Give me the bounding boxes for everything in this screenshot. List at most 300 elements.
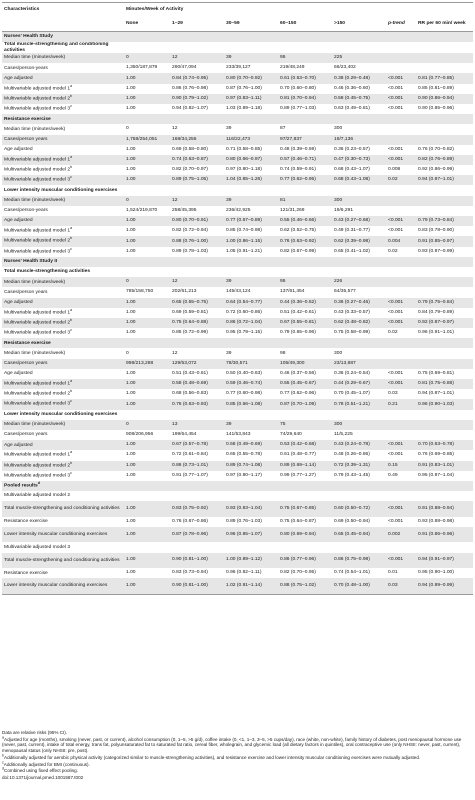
row-label: Lower intensity muscular conditioning exercises bbox=[2, 527, 124, 543]
row-label: Multivariable adjusted model 3$^c$ bbox=[4, 470, 72, 479]
row-label: Multivariable adjusted model 3 bbox=[4, 544, 71, 550]
value-cell: 39 bbox=[226, 126, 232, 132]
row-label: Multivariable adjusted model 2$^b$ bbox=[2, 318, 124, 328]
value-cell: 0.47 (0.30–0.73) bbox=[332, 155, 386, 165]
value-cell: 0.76 (0.63–0.92) bbox=[278, 236, 332, 246]
rr-cell: 0.95 (0.87–1.04) bbox=[418, 472, 454, 478]
row-label: Multivariable adjusted model 3$^c$ bbox=[4, 246, 72, 255]
value-cell: 0.99 (0.77–1.27) bbox=[280, 472, 316, 478]
value-cell: 1.00 bbox=[126, 309, 136, 315]
rr-cell: 0.91 (0.85–0.97) bbox=[416, 236, 473, 246]
table-footnotes bbox=[2, 730, 470, 782]
rr-cell bbox=[416, 53, 473, 63]
value-cell: 1.00 (0.86–1.15) bbox=[224, 236, 278, 246]
value-cell: 0.62 (0.48–0.82) bbox=[332, 318, 386, 328]
p-trend-cell bbox=[386, 63, 416, 73]
p-trend-cell: <0.001 bbox=[388, 146, 404, 152]
rr-cell: 0.81 (0.75–0.88) bbox=[416, 379, 473, 389]
p-trend-cell: <0.001 bbox=[388, 452, 404, 458]
p-trend-cell: <0.001 bbox=[388, 106, 404, 112]
table-row bbox=[2, 369, 473, 379]
rr-cell bbox=[416, 420, 473, 430]
rr-cell: 0.75 (0.69–0.81) bbox=[418, 370, 454, 376]
row-label: Multivariable adjusted model 2$^b$ bbox=[2, 461, 124, 471]
minutes-group-header: Minutes/Week of Activity bbox=[124, 3, 386, 18]
table-row bbox=[2, 196, 473, 206]
value-cell: 0.75 (0.58–0.99) bbox=[334, 330, 370, 336]
value-cell: 0.87 (0.78–0.96) bbox=[170, 527, 224, 543]
table-row bbox=[2, 84, 473, 94]
value-cell: 81 bbox=[278, 196, 332, 206]
p-trend-cell bbox=[386, 430, 416, 440]
rr-cell: 0.94 (0.91–0.97) bbox=[416, 553, 473, 569]
rr-cell: 0.90 (0.85–0.96) bbox=[418, 106, 454, 112]
p-trend-cell: 0.02 bbox=[388, 330, 398, 336]
row-label: Multivariable adjusted model 3$^c$ bbox=[2, 399, 124, 409]
value-cell: 0.82 (0.70–0.95) bbox=[280, 570, 316, 576]
table-row bbox=[2, 247, 473, 257]
value-cell: 0.80 (0.69–0.94) bbox=[278, 527, 332, 543]
row-label: Age adjusted bbox=[4, 147, 33, 153]
value-cell: 1.00 bbox=[124, 298, 170, 308]
value-cell: 0.82 (0.67–0.99) bbox=[280, 248, 316, 254]
value-cell: 1.00 bbox=[124, 440, 170, 450]
value-cell: 98 bbox=[280, 350, 286, 356]
value-cell: 1.00 bbox=[124, 318, 170, 328]
value-cell: 0.79 (0.65–0.96) bbox=[280, 330, 316, 336]
table-row bbox=[2, 175, 473, 185]
table-row bbox=[2, 542, 473, 552]
value-cell: 87 bbox=[280, 126, 286, 132]
table-row bbox=[2, 298, 473, 308]
row-label: Pooled results$^d$ bbox=[2, 481, 124, 491]
value-cell: 0.72 (0.60–0.86) bbox=[226, 309, 262, 315]
value-cell: 0.85 (0.74–0.98) bbox=[226, 228, 262, 234]
col-header-60-150: 60–150 bbox=[278, 17, 332, 32]
value-cell: 785/158,750 bbox=[126, 289, 154, 295]
p-trend-cell: <0.001 bbox=[386, 298, 416, 308]
col-header-none: None bbox=[124, 17, 170, 32]
row-label: Multivariable adjusted model 2$^b$ bbox=[4, 165, 73, 173]
value-cell: 0.55 (0.45–0.67) bbox=[278, 379, 332, 389]
footnote-a: $^a$Adjusted for age (months), smoking (never, past, or current), alcohol consumption (0, 1–5, >5 g/d), coffee intake (0, <1, 1–3, 3–5, >5 cups/day), race (white, non-white), family history of diabetes, post menopausal hormone use (never, past, current), intake of total energy, trans fat, polyunsaturated fat to saturated fat ratio, cereal fiber, wholegrain, and glycemic load (all dietary factors in quintiles), oral contraceptive use (only NHSII: never, past, current), menopausal status (only NHSII: pre, post). bbox=[2, 735, 462, 754]
value-cell: 64/35,577 bbox=[334, 289, 356, 295]
row-label: Cases/person years bbox=[2, 135, 124, 145]
row-label: Resistance exercise bbox=[4, 570, 48, 576]
value-cell: 0.61 (0.53–0.70) bbox=[278, 73, 332, 83]
p-trend-cell: <0.001 bbox=[386, 216, 416, 226]
rr-cell: 0.94 (0.87–1.01) bbox=[418, 391, 454, 397]
value-cell: 0.68 (0.43–1.07) bbox=[334, 167, 370, 173]
value-cell: 0.86 (0.73–1.01) bbox=[170, 461, 224, 471]
value-cell: 0.44 (0.29–0.67) bbox=[332, 379, 386, 389]
value-cell: 39 bbox=[224, 53, 278, 63]
value-cell: 0 bbox=[124, 277, 170, 287]
table-row bbox=[2, 236, 473, 246]
table-row bbox=[2, 578, 473, 594]
value-cell: 95 bbox=[278, 53, 332, 63]
value-cell: 0.67 (0.55–0.81) bbox=[278, 318, 332, 328]
value-cell: 0.70 (0.60–0.80) bbox=[280, 85, 316, 91]
row-label: Multivariable adjusted model 1$^a$ bbox=[4, 307, 73, 316]
rr-cell bbox=[416, 430, 473, 440]
value-cell: 0 bbox=[124, 420, 170, 430]
p-trend-cell: <0.001 bbox=[388, 228, 404, 234]
value-cell: 0.77 (0.62–0.95) bbox=[278, 175, 332, 185]
value-cell: 23/13,887 bbox=[332, 359, 386, 369]
value-cell: 13 bbox=[170, 420, 224, 430]
value-cell: 998/213,288 bbox=[124, 359, 170, 369]
rr-cell bbox=[416, 196, 473, 206]
p-trend-cell: <0.001 bbox=[386, 318, 416, 328]
row-label: Cases/person-years bbox=[4, 65, 48, 71]
value-cell: 39 bbox=[224, 196, 278, 206]
value-cell: 0.90 (0.81–1.00) bbox=[170, 578, 224, 594]
table-row bbox=[2, 379, 473, 389]
table-row bbox=[2, 124, 473, 134]
footnote-b: $^b$Additionally adjusted for aerobic physical activity (categorized similar to muscle-strengthening activities), and resistance exercise and lower intensity muscular conditioning exercises were mutually adjusted. bbox=[2, 753, 421, 760]
p-trend-cell: <0.001 bbox=[388, 370, 404, 376]
table-row bbox=[2, 568, 473, 578]
table-row bbox=[2, 527, 473, 543]
subsection-row bbox=[2, 267, 473, 277]
value-cell: 0.57 (0.46–0.71) bbox=[278, 155, 332, 165]
rr-cell bbox=[416, 63, 473, 73]
p-trend-cell bbox=[386, 53, 416, 63]
value-cell: 0.87 (0.76–1.00) bbox=[226, 85, 262, 91]
p-trend-cell: 0.02 bbox=[386, 175, 416, 185]
value-cell: 145/43,124 bbox=[226, 289, 251, 295]
rr-cell: 0.92 (0.86–0.99) bbox=[418, 167, 454, 173]
table-row bbox=[2, 553, 473, 569]
table-row bbox=[2, 277, 473, 287]
value-cell: 0.69 (0.59–0.81) bbox=[172, 309, 208, 315]
footnote-intro: Data are relative risks (95% CI). bbox=[2, 730, 68, 735]
p-trend-header: p-trend bbox=[386, 17, 416, 32]
rr-cell bbox=[416, 124, 473, 134]
value-cell: 258/45,395 bbox=[172, 207, 197, 213]
row-label: Resistance exercise bbox=[2, 338, 124, 348]
p-trend-cell: <0.001 bbox=[388, 85, 404, 91]
characteristics-header: Characteristics bbox=[2, 3, 124, 18]
value-cell: 0.84 (0.74–0.95) bbox=[170, 73, 224, 83]
table-row bbox=[2, 389, 473, 399]
table-row bbox=[2, 155, 473, 165]
value-cell: 0.90 (0.79–1.02) bbox=[170, 94, 224, 104]
p-trend-cell bbox=[386, 135, 416, 145]
value-cell: 0.68 (0.43–1.08) bbox=[332, 175, 386, 185]
table-row bbox=[2, 145, 473, 155]
p-trend-cell: 0.002 bbox=[386, 527, 416, 543]
p-trend-cell: <0.001 bbox=[386, 155, 416, 165]
table-row bbox=[2, 450, 473, 460]
row-label: Resistance exercise bbox=[4, 519, 48, 525]
table-row bbox=[2, 501, 473, 517]
value-cell: 226 bbox=[332, 277, 386, 287]
p-trend-cell: <0.001 bbox=[386, 553, 416, 569]
value-cell: 1.03 (0.89–1.18) bbox=[226, 106, 262, 112]
value-cell: 0.75 (0.64–0.87) bbox=[280, 518, 316, 524]
row-label: Lower intensity muscular conditioning exercises bbox=[4, 411, 118, 417]
row-label: Nurses' Health Study bbox=[2, 32, 124, 43]
value-cell: 1.00 bbox=[124, 553, 170, 569]
rr-cell: 0.96 (0.90–1.03) bbox=[416, 399, 473, 409]
value-cell: 0.77 (0.60–0.98) bbox=[226, 391, 262, 397]
value-cell: 0.75 (0.67–0.85) bbox=[278, 501, 332, 517]
value-cell: 236/42,925 bbox=[226, 207, 251, 213]
p-trend-cell bbox=[386, 124, 416, 134]
rr-cell: 0.76 (0.69–0.85) bbox=[418, 452, 454, 458]
doi-line: doi:10.1371/journal.pmed.1001587.t002 bbox=[2, 775, 84, 781]
rr-cell: 0.85 (0.81–0.89) bbox=[418, 85, 454, 91]
value-cell: 0.36 (0.24–0.54) bbox=[334, 370, 370, 376]
value-cell: 39 bbox=[226, 350, 232, 356]
rr-cell bbox=[416, 359, 473, 369]
value-cell: 0.88 (0.76–1.00) bbox=[170, 236, 224, 246]
value-cell: 0.83 (0.73–0.94) bbox=[172, 570, 208, 576]
table-row bbox=[2, 359, 473, 369]
row-label: Age adjusted bbox=[2, 73, 124, 83]
value-cell: 0.59 (0.46–0.74) bbox=[224, 379, 278, 389]
value-cell: 0.65 (0.41–1.02) bbox=[334, 248, 370, 254]
table-row bbox=[2, 53, 473, 63]
value-cell: 908/206,956 bbox=[126, 432, 154, 438]
value-cell: 0.77 (0.67–0.89) bbox=[224, 216, 278, 226]
rr-cell: 0.83 (0.78–0.90) bbox=[418, 228, 454, 234]
row-label: Multivariable adjusted model 2$^b$ bbox=[2, 94, 124, 104]
value-cell: 1.00 bbox=[126, 85, 136, 91]
row-label: Total muscle-strengthening and conditioning activities bbox=[2, 553, 124, 569]
value-cell: 1.00 bbox=[124, 501, 170, 517]
section-row bbox=[2, 481, 473, 491]
value-cell: 1.00 bbox=[126, 106, 136, 112]
p-trend-cell: 0.01 bbox=[388, 570, 398, 576]
value-cell: 0.46 (0.37–0.56) bbox=[280, 370, 316, 376]
value-cell: 1.00 bbox=[124, 399, 170, 409]
row-label: Age adjusted bbox=[2, 440, 124, 450]
value-cell: 0.64 (0.54–0.77) bbox=[224, 298, 278, 308]
value-cell: 78/30,571 bbox=[224, 359, 278, 369]
col-header-1-29: 1–29 bbox=[170, 17, 224, 32]
table-row bbox=[2, 216, 473, 226]
value-cell: 0.58 (0.49–0.69) bbox=[224, 440, 278, 450]
value-cell: 0.97 (0.80–1.17) bbox=[226, 472, 262, 478]
p-trend-cell: 0.004 bbox=[386, 236, 416, 246]
value-cell: 300 bbox=[332, 420, 386, 430]
rr-header: RR per 60 min/ week bbox=[416, 17, 473, 32]
table-row bbox=[2, 517, 473, 527]
p-trend-cell: <0.001 bbox=[386, 379, 416, 389]
subsection-row bbox=[2, 114, 473, 124]
rr-cell bbox=[416, 206, 473, 216]
footnote-d: $^d$Combined using fixed effect pooling. bbox=[2, 766, 78, 774]
rr-cell: 0.91 (0.83–1.01) bbox=[416, 461, 473, 471]
value-cell: 0.76 (0.63–0.93) bbox=[170, 399, 224, 409]
value-cell: 219/48,249 bbox=[280, 65, 305, 71]
value-cell: 0.89 (0.74–1.08) bbox=[224, 461, 278, 471]
value-cell: 0.71 (0.58–0.85) bbox=[226, 146, 262, 152]
value-cell: 1.00 (0.89–1.12) bbox=[224, 553, 278, 569]
value-cell: 0.72 (0.39–1.31) bbox=[332, 461, 386, 471]
rr-cell bbox=[416, 348, 473, 358]
value-cell: 0.51 (0.42–0.61) bbox=[280, 309, 316, 315]
p-trend-cell bbox=[386, 420, 416, 430]
subsection-row bbox=[2, 185, 473, 195]
value-cell: 12 bbox=[170, 196, 224, 206]
value-cell: 0.60 (0.50–0.72) bbox=[332, 501, 386, 517]
value-cell: 1.04 (0.85–1.26) bbox=[224, 175, 278, 185]
value-cell: 1.00 bbox=[124, 236, 170, 246]
row-label: Multivariable adjusted model 1$^a$ bbox=[2, 155, 124, 165]
value-cell: 0.79 (0.43–1.45) bbox=[334, 472, 370, 478]
value-cell: 141/53,843 bbox=[226, 432, 251, 438]
p-trend-cell: <0.001 bbox=[386, 501, 416, 517]
value-cell: 0.86 (0.75–0.98) bbox=[332, 553, 386, 569]
value-cell: 1.00 bbox=[126, 146, 136, 152]
value-cell: 12 bbox=[172, 126, 178, 132]
row-label: Median time (minutes/week) bbox=[2, 53, 124, 63]
value-cell: 0.87 (0.70–1.09) bbox=[278, 399, 332, 409]
rr-cell: 0.93 (0.88–0.98) bbox=[418, 518, 454, 524]
row-label: Age adjusted bbox=[4, 371, 33, 377]
row-label: Total muscle-strengthening activities bbox=[4, 269, 91, 275]
value-cell: 0.91 (0.77–1.07) bbox=[172, 472, 208, 478]
value-cell: 1,758/254,051 bbox=[124, 135, 170, 145]
row-label: Median time (minutes/week) bbox=[4, 350, 66, 356]
row-label: Lower intensity muscular conditioning exercises bbox=[2, 578, 124, 594]
table-row bbox=[2, 165, 473, 175]
value-cell: 0.89 (0.76–1.03) bbox=[226, 518, 262, 524]
row-label: Multivariable adjusted model 2$^b$ bbox=[2, 236, 124, 246]
value-cell: 0.74 (0.54–1.01) bbox=[334, 570, 370, 576]
table-row bbox=[2, 73, 473, 83]
table-row bbox=[2, 471, 473, 481]
value-cell: 202/61,213 bbox=[172, 289, 197, 295]
row-label: Cases/person-years bbox=[4, 208, 48, 214]
row-label: Age adjusted bbox=[2, 298, 124, 308]
table-row bbox=[2, 206, 473, 216]
value-cell: 105/49,300 bbox=[278, 359, 332, 369]
value-cell: 0.62 (0.52–0.75) bbox=[280, 228, 316, 234]
row-label: Multivariable adjusted model 3$^c$ bbox=[2, 175, 124, 185]
table-row bbox=[2, 348, 473, 358]
table-row bbox=[2, 328, 473, 338]
p-trend-cell: 0.15 bbox=[386, 461, 416, 471]
value-cell: 97/27,837 bbox=[278, 135, 332, 145]
table-row bbox=[2, 318, 473, 328]
value-cell: 0.36 (0.27–0.46) bbox=[332, 298, 386, 308]
p-trend-cell: 0.008 bbox=[388, 167, 401, 173]
value-cell: 19/7,136 bbox=[332, 135, 386, 145]
value-cell: 0.96 (0.82–1.11) bbox=[226, 570, 262, 576]
value-cell: 0.88 (0.75–1.02) bbox=[278, 578, 332, 594]
value-cell: 0.76 (0.67–0.86) bbox=[172, 518, 208, 524]
value-cell: 1.00 bbox=[126, 472, 136, 478]
value-cell: 0.80 (0.70–0.92) bbox=[224, 73, 278, 83]
rr-cell: 0.91 (0.88–0.94) bbox=[416, 501, 473, 517]
value-cell: 0.48 (0.26–0.86) bbox=[334, 452, 370, 458]
value-cell: 233/39,127 bbox=[226, 65, 251, 71]
row-label: Median time (minutes/week) bbox=[4, 126, 66, 132]
value-cell: 137/61,454 bbox=[280, 289, 305, 295]
col-header-gt150: >150 bbox=[332, 17, 386, 32]
section-row bbox=[2, 32, 473, 43]
value-cell: 1.00 bbox=[126, 370, 136, 376]
row-label: Cases/person years bbox=[2, 359, 124, 369]
value-cell: 1.00 bbox=[126, 518, 136, 524]
rr-cell: 0.92 (0.87–0.97) bbox=[416, 318, 473, 328]
value-cell: 0.67 (0.57–0.78) bbox=[170, 440, 224, 450]
rr-cell: 0.79 (0.73–0.84) bbox=[416, 216, 473, 226]
row-label: Median time (minutes/week) bbox=[2, 196, 124, 206]
p-trend-cell bbox=[386, 206, 416, 216]
results-table bbox=[2, 2, 473, 595]
value-cell: 0.63 (0.49–0.81) bbox=[334, 106, 370, 112]
value-cell: 0.53 (0.42–0.68) bbox=[278, 440, 332, 450]
value-cell: 0.72 (0.61–0.84) bbox=[172, 452, 208, 458]
results-table-wrapper bbox=[2, 2, 473, 595]
value-cell: 0.69 (0.50–0.94) bbox=[334, 518, 370, 524]
value-cell: 0.94 (0.82–1.07) bbox=[172, 106, 208, 112]
row-label: Multivariable adjusted model 1$^a$ bbox=[2, 379, 124, 389]
value-cell: 1,524/219,870 bbox=[126, 207, 158, 213]
value-cell: 0.49 (0.31–0.77) bbox=[334, 228, 370, 234]
value-cell: 0.38 (0.29–0.48) bbox=[332, 73, 386, 83]
value-cell: 225 bbox=[332, 53, 386, 63]
table-row bbox=[2, 226, 473, 236]
value-cell: 0.65 (0.55–0.75) bbox=[170, 298, 224, 308]
value-cell: 0.89 (0.78–1.03) bbox=[172, 248, 208, 254]
value-cell: 1.02 (0.91–1.14) bbox=[224, 578, 278, 594]
value-cell: 0 bbox=[126, 126, 129, 132]
rr-cell: 0.94 (0.87–1.01) bbox=[416, 175, 473, 185]
table-row bbox=[2, 440, 473, 450]
value-cell: 1.00 bbox=[124, 461, 170, 471]
value-cell: 0.83 (0.75–0.92) bbox=[170, 501, 224, 517]
value-cell: 1.00 bbox=[124, 578, 170, 594]
footnote-c: $^c$Additionally adjusted for BMI (continuous). bbox=[2, 760, 90, 767]
value-cell: 0.80 (0.66–0.97) bbox=[224, 155, 278, 165]
row-label: Nurses' Health Study II bbox=[2, 257, 124, 267]
table-row bbox=[2, 287, 473, 297]
value-cell: 75 bbox=[278, 420, 332, 430]
rr-cell: 0.90 (0.86–0.94) bbox=[416, 94, 473, 104]
value-cell: 0.97 (0.83–1.11) bbox=[224, 94, 278, 104]
row-label: Multivariable adjusted model 1$^a$ bbox=[4, 226, 73, 234]
value-cell: 0.89 (0.69–1.14) bbox=[278, 461, 332, 471]
value-cell: 199/64,454 bbox=[172, 432, 197, 438]
value-cell: 290/47,094 bbox=[172, 65, 197, 71]
value-cell: 0.51 (0.43–0.61) bbox=[172, 370, 208, 376]
value-cell: 0.50 (0.40–0.63) bbox=[226, 370, 262, 376]
rr-cell bbox=[416, 135, 473, 145]
value-cell: 1.05 (0.91–1.21) bbox=[226, 248, 262, 254]
rr-cell: 0.76 (0.70–0.82) bbox=[418, 146, 454, 152]
value-cell: 0.89 (0.77–1.03) bbox=[280, 106, 316, 112]
rr-cell: 0.94 (0.89–0.99) bbox=[416, 578, 473, 594]
value-cell: 11/5,225 bbox=[334, 432, 353, 438]
table-row bbox=[2, 104, 473, 114]
table-row bbox=[2, 461, 473, 471]
row-label: Multivariable adjusted model 2 bbox=[4, 493, 71, 499]
table-row bbox=[2, 399, 473, 409]
rr-cell bbox=[416, 287, 473, 297]
value-cell: 0.58 (0.48–0.69) bbox=[170, 379, 224, 389]
value-cell: 1.00 bbox=[124, 73, 170, 83]
row-label: Median time (minutes/week) bbox=[2, 277, 124, 287]
p-trend-cell bbox=[386, 348, 416, 358]
value-cell: 0.86 (0.72–1.04) bbox=[224, 318, 278, 328]
